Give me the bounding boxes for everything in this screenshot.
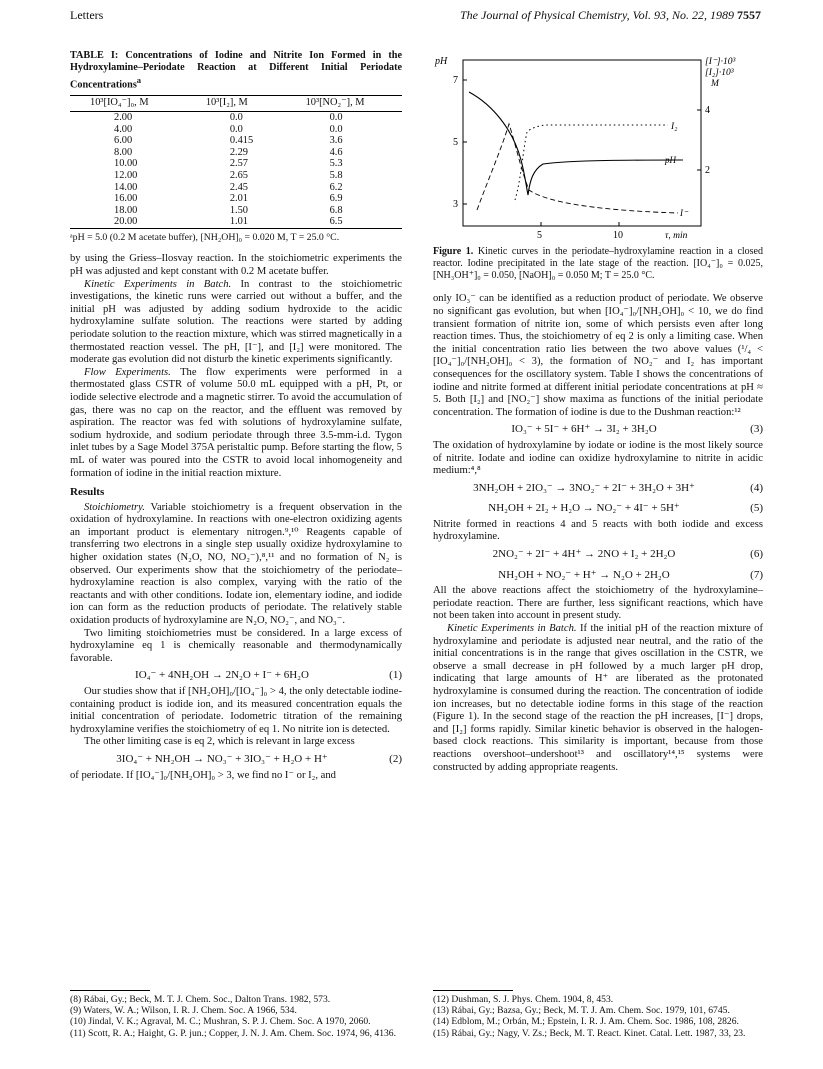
y-right-axis-label: [I⁻]·10³ bbox=[705, 57, 736, 67]
table-header-cell: 10³[NO₂⁻], M bbox=[286, 96, 402, 112]
reference: (15) Rábai, Gy.; Nagy, V. Zs.; Beck, M. T. React. Kinet. Catal. Lett. 1987, 33, 23. bbox=[433, 1027, 746, 1039]
table-footnote: ᵃpH = 5.0 (0.2 M acetate buffer), [NH₂OH]₀ = 0.020 M, T = 25.0 °C. bbox=[70, 231, 340, 243]
paragraph: only IO₃⁻ can be identified as a reduction product of periodate. We observe no significant gas evolution, but when [IO₄⁻]₀/[NH₂OH]₀ < 10, we do find transient formation of nitrite ion, some of which persists even after long reaction times. Thus, the stoichiometry of eq 2 is only a limiting case. When the initial concentration ratio lies between the two above values (¹/₄ < [IO₄⁻]₀/[NH₂OH]₀ < 3), the formation of NO₂⁻ and I₂ has important consequences for the oscillatory system. Table I shows the concentrations of iodine and nitrite formed at different initial periodate concentrations at pH ≈ 5. Both [I₂] and [NO₂⁻] show maxima as functions of the initial periodate concentration. The formation of iodine is due to the Dushman reaction:¹² bbox=[433, 293, 763, 418]
paragraph: Kinetic Experiments in Batch. If the initial pH of the reaction mixture of hydroxylamine and periodate is adjusted near neutral, and the ratio of the initial concentrations is in the range that gives oscillation in the CSTR, we observe a small decrease in pH followed by a much larger pH drop, indicating that large amounts of H⁺ are liberated as the protonated hydroxylamine is consumed during the reaction. The concentration of iodide ion increases, but no detectable iodine forms in this stage of the reaction (Figure 1). In the second stage of the reaction the pH increases, [I⁻] drops, and [I₂] forms rapidly. Similar kinetic behavior is observed in the halogen-based clock reactions. This similarity is important, because from those reactions overshoot–undershoot¹³ and oscillatory¹⁴,¹⁵ systems were constructed by adding appropriate reagents. bbox=[433, 623, 763, 773]
right-column bbox=[433, 50, 763, 774]
table-cell: 18.00 bbox=[114, 204, 138, 216]
paragraph: by using the Griess–Ilosvay reaction. In the stoichiometric experiments the pH was adjusted and kept constant with 0.2 M acetate buffer. bbox=[70, 253, 402, 278]
table-header-cell: 10³[IO₄⁻]₀, M bbox=[70, 96, 186, 112]
table-cell: 0.0 bbox=[229, 111, 243, 123]
table-cell: 6.2 bbox=[329, 181, 343, 193]
run-in-heading: Stoichiometry. bbox=[84, 501, 145, 513]
table-cell: 6.9 bbox=[329, 193, 343, 205]
y-right-axis-unit: M bbox=[711, 79, 719, 89]
paragraph: All the above reactions affect the stoichiometry of the hydroxylamine–periodate reaction. There are further, less significant reactions, which have not been taken into account in present study. bbox=[433, 585, 763, 622]
table-cell: 0.0 bbox=[229, 123, 243, 135]
table-row bbox=[70, 216, 402, 228]
y-right-tick-label: 2 bbox=[705, 165, 710, 176]
reference: (10) Jindal, V. K.; Agraval, M. C.; Mushran, S. P. J. Chem. Soc. A 1970, 2060. bbox=[70, 1016, 371, 1028]
paragraph: Kinetic Experiments in Batch. In contrast to the stoichiometric investigations, the kinetic runs were carried out without a buffer, and the initial pH was adjusted by adding sodium hydroxide to the acidic hydroxylamine sulfate solution. The reactions were started by adding periodate solution to the reaction mixture, which was stirred magnetically in a thermostated reaction vessel. The pH, [I⁻], and [I₂] were monitored. The moderate gas evolution did not disturb the kinetic experiments significantly. bbox=[70, 278, 402, 366]
table-cell: 14.00 bbox=[114, 181, 138, 193]
table-row bbox=[70, 193, 402, 205]
run-in-heading: Kinetic Experiments in Batch. bbox=[447, 623, 577, 635]
table-cell: 4.6 bbox=[329, 146, 343, 158]
table-row bbox=[70, 111, 402, 123]
table-cell: 5.8 bbox=[329, 169, 343, 181]
table-row bbox=[70, 158, 402, 170]
table-row bbox=[70, 182, 402, 194]
table-cell: 2.29 bbox=[229, 146, 248, 158]
x-tick-label: 5 bbox=[537, 230, 542, 240]
table-cell: 10.00 bbox=[114, 158, 138, 170]
reference: (11) Scott, R. A.; Haight, G. P. jun.; Copper, J. N. J. Am. Chem. Soc. 1974, 96, 4136. bbox=[70, 1027, 396, 1039]
table-cell: 2.57 bbox=[229, 158, 248, 170]
table-header-row bbox=[70, 96, 402, 112]
equation-5: NH₂OH + 2I₂ + H₂O → NO₂⁻ + 4I⁻ + 5H⁺ (5) bbox=[488, 502, 763, 515]
page-number: 7557 bbox=[737, 8, 761, 22]
paragraph: The other limiting case is eq 2, which is relevant in large excess bbox=[84, 736, 355, 748]
iodine-curve bbox=[515, 125, 668, 200]
table-row bbox=[70, 170, 402, 182]
equation-6: 2NO₂⁻ + 2I⁻ + 4H⁺ → 2NO + I₂ + 2H₂O (6) bbox=[492, 548, 763, 561]
reference: (9) Waters, W. A.; Wilson, I. R. J. Chem. Soc. A 1966, 534. bbox=[70, 1005, 297, 1017]
table-cell: 6.00 bbox=[114, 135, 133, 147]
footnote-rule bbox=[70, 990, 150, 991]
paragraph: Two limiting stoichiometries must be considered. In a large excess of hydroxylamine eq 1 is chemically reasonable and thermodynamically favorable. bbox=[70, 627, 402, 664]
reference: (8) Rábai, Gy.; Beck, M. T. J. Chem. Soc., Dalton Trans. 1982, 573. bbox=[70, 994, 331, 1005]
table-cell: 20.00 bbox=[70, 216, 186, 228]
y-left-tick-label: 5 bbox=[453, 137, 458, 148]
paragraph: Nitrite formed in reactions 4 and 5 reacts with both iodide and excess hydroxylamine. bbox=[433, 518, 763, 543]
paragraph: Stoichiometry. Variable stoichiometry is a frequent observation in the oxidation of hydroxylamine. In reactions with one-electron oxidizing agents an important product is elementary nitrogen.⁹,¹⁰ Reagents capable of transferring two electrons in a single step usually oxidize hydroxylamine to higher oxidation states (N₂O, NO, NO₂⁻),⁸,¹¹ and no formation of N₂ is observed. Our experiments show that the stoichiometry of the periodate–hydroxylamine reaction is also complex, varying with the ratio of the reactants and with other conditions. Iodate ion, elementary iodine, and iodide ion can form as the reduction products of periodate. The relatively stable oxidation products of hydroxylamine are N₂O, NO₂⁻, and NO₃⁻. bbox=[70, 501, 402, 627]
table-cell: 3.6 bbox=[329, 135, 343, 147]
table-cell: 2.01 bbox=[229, 193, 248, 205]
table-cell: 1.01 bbox=[186, 216, 286, 228]
running-header-section: Letters bbox=[70, 8, 104, 22]
table-cell: 0.0 bbox=[329, 123, 343, 135]
table-cell: 8.00 bbox=[114, 146, 133, 158]
references-left bbox=[70, 994, 402, 1039]
references-right bbox=[433, 994, 763, 1039]
y-left-tick-label: 7 bbox=[453, 75, 458, 86]
running-header-journal bbox=[460, 8, 761, 23]
table-caption: TABLE I: Concentrations of Iodine and Nitrite Ion Formed in the Hydroxylamine–Periodate Reaction at Different Initial Periodate Concentrations$^a$ bbox=[70, 50, 402, 91]
kinetic-curves-plot bbox=[433, 50, 763, 240]
table-cell: 16.00 bbox=[114, 193, 138, 205]
table-cell: 0.0 bbox=[329, 111, 343, 123]
run-in-heading: Kinetic Experiments in Batch. bbox=[84, 278, 232, 290]
paragraph: Flow Experiments. The flow experiments were performed in a thermostated glass CSTR of volume 50.0 mL equipped with a pH, Pt, or iodide selective electrode and a magnetic stirrer. To avoid the accumulation of gas, there was no cap on the reactor, and the effluent was removed by aspiration. The reactor was fed with solutions of hydroxylamine sulfate, sodium hydroxide, and sodium periodate through three 3.5-mm-i.d. Tygon inlet tubes by a Sage Model 375A peristaltic pump. Before starting the flow, 5 mL of water was poured into the CSTR to avoid local inhomogeneity and formation of iodine in the initial reaction mixture. bbox=[70, 366, 403, 479]
table-cell: 5.3 bbox=[329, 158, 343, 170]
curve-label-iodide: I⁻ bbox=[680, 208, 688, 218]
figure-caption: Figure 1. Kinetic curves in the periodate–hydroxylamine reaction in a closed reactor. Iodine precipitated in the late stage of the reaction. [IO₄⁻]₀ = 0.025, [NH₃OH⁺]₀ = 0.050, [NaOH]₀ = 0.050 M; T = 25.0 °C. bbox=[433, 246, 763, 281]
journal-citation: The Journal of Physical Chemistry, Vol. 93, No. 22, 1989 bbox=[460, 8, 734, 22]
equation-1: IO₄⁻ + 4NH₂OH → 2N₂O + I⁻ + 6H₂O (1) bbox=[135, 669, 402, 682]
table-cell: 4.00 bbox=[114, 123, 133, 135]
table-cell: 6.8 bbox=[329, 204, 343, 216]
table-row bbox=[70, 205, 402, 217]
table-cell: 2.45 bbox=[229, 181, 248, 193]
footnote-rule bbox=[433, 990, 513, 991]
table-cell: 0.415 bbox=[229, 135, 254, 147]
table-row bbox=[70, 135, 402, 147]
x-tick-label: 10 bbox=[613, 230, 623, 240]
ph-curve bbox=[469, 92, 683, 195]
iodide-curve bbox=[477, 124, 678, 213]
table-cell: 2.65 bbox=[229, 169, 248, 181]
left-column bbox=[70, 50, 402, 782]
y-right-axis-label: [I₂]·10³ bbox=[705, 68, 734, 78]
curve-label-iodine: I₂ bbox=[671, 122, 678, 132]
reference: (12) Dushman, S. J. Phys. Chem. 1904, 8, 453. bbox=[433, 994, 614, 1005]
reference: (14) Edblom, M.; Orbán, M.; Epstein, I. R. J. Am. Chem. Soc. 1986, 108, 2826. bbox=[433, 1016, 739, 1028]
table-header-cell: 10³[I₂], M bbox=[186, 96, 286, 112]
equation-7: NH₂OH + NO₂⁻ + H⁺ → N₂O + 2H₂O (7) bbox=[498, 568, 763, 581]
paragraph: The oxidation of hydroxylamine by iodate or iodine is the most likely source of nitrite. Iodate and iodine can oxidize hydroxylamine to nitrite in acidic medium:⁴,⁸ bbox=[433, 439, 763, 477]
table-row bbox=[70, 147, 402, 159]
figure-1 bbox=[433, 50, 763, 240]
run-in-heading: Flow Experiments. bbox=[84, 366, 171, 378]
reference: (13) Rábai, Gy.; Bazsa, Gy.; Beck, M. T. J. Am. Chem. Soc. 1979, 101, 6745. bbox=[433, 1005, 730, 1017]
table-cell: 6.5 bbox=[286, 216, 402, 228]
section-heading: Results bbox=[70, 486, 105, 499]
y-right-tick-label: 4 bbox=[705, 105, 710, 116]
y-left-tick-label: 3 bbox=[453, 199, 458, 210]
equation-4: 3NH₂OH + 2IO₃⁻ → 3NO₂⁻ + 2I⁻ + 3H₂O + 3H⁺ (4) bbox=[473, 481, 763, 494]
table-cell: 1.50 bbox=[229, 204, 248, 216]
table-cell: 2.00 bbox=[114, 111, 133, 123]
plot-frame bbox=[463, 60, 701, 226]
equation-2: 3IO₄⁻ + NH₂OH → NO₃⁻ + 3IO₃⁻ + H₂O + H⁺ (2) bbox=[116, 752, 402, 765]
equation-3: IO₃⁻ + 5I⁻ + 6H⁺ → 3I₂ + 3H₂O (3) bbox=[511, 423, 763, 436]
paragraph: Our studies show that if [NH₂OH]₀/[IO₄⁻]₀ > 4, the only detectable iodine-containing product is iodide ion, and its measured concentration equals the initial concentration of periodate. Iodometric titration of the remaining hydroxylamine verifies the stoichiometry of eq 1. No nitrite ion is detected. bbox=[70, 686, 402, 735]
table-cell: 12.00 bbox=[114, 169, 138, 181]
concentration-table bbox=[70, 95, 402, 229]
paragraph: of periodate. If [IO₄⁻]₀/[NH₂OH]₀ > 3, we find no I⁻ or I₂, and bbox=[70, 769, 336, 781]
y-left-axis-label: pH bbox=[435, 56, 448, 67]
x-axis-label: τ, min bbox=[665, 231, 688, 240]
table-row bbox=[70, 124, 402, 136]
curve-label-ph: pH bbox=[665, 155, 676, 165]
